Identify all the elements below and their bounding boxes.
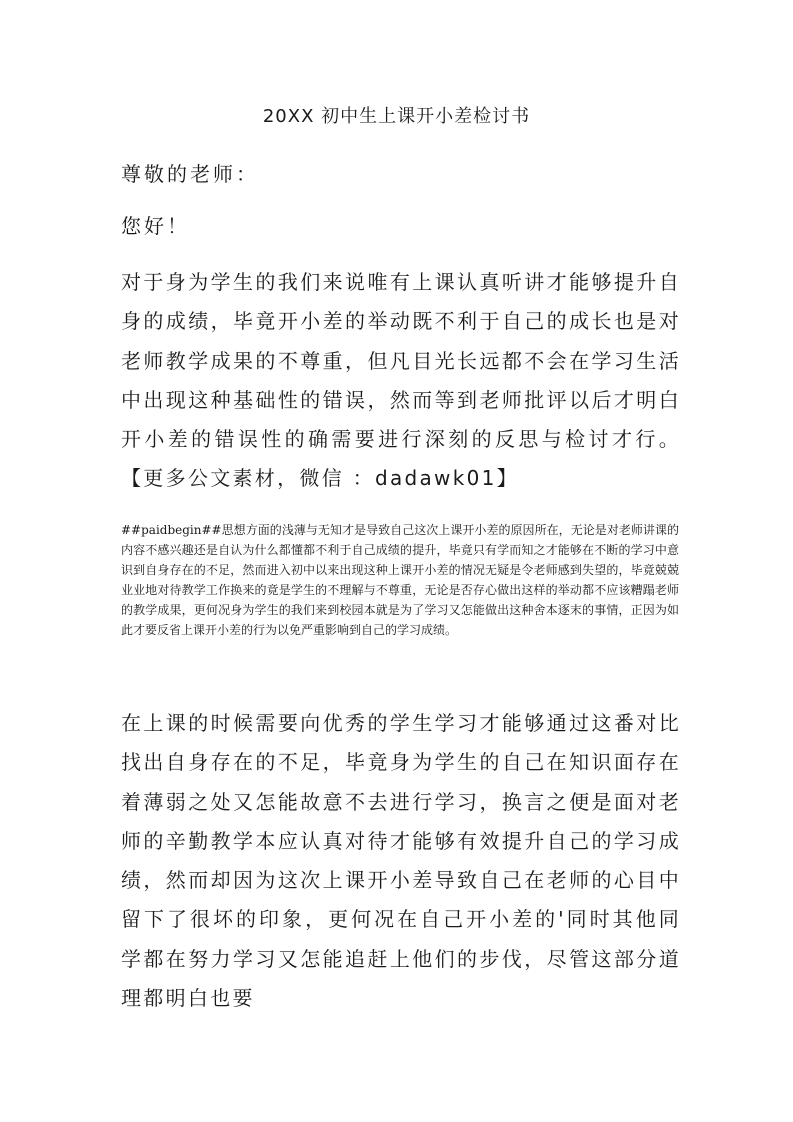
paragraph-2: ##paidbegin##思想方面的浅薄与无知才是导致自己这次上课开小差的原因所在，无论是对老师讲课的内容不感兴趣还是自认为什么都懂都不利于自己成绩的提升，毕竟只有学而知之才能够在不断的学习中意识到自身存在的不足，然而进入初中以来出现这种上课开小差的情况无疑是令老师感到失望的，毕竟兢兢业业地对待教学工作换来的竟是学生的不理解与不尊重，无论是否存心做出这样的举动都不应该糟蹋老师的教学成果，更何况身为学生的我们来到校园本就是为了学习又怎能做出这种舍本逐末的事情，正因为如此才要反省上课开小差的行为以免严重影响到自己的学习成绩。 [121,523,679,637]
salutation: 尊敬的老师： [121,162,259,186]
paragraph-1: 对于身为学生的我们来说唯有上课认真听讲才能够提升自身的成绩，毕竟开小差的举动既不利于自己的成长也是对老师教学成果的不尊重，但凡目光长远都不会在学习生活中出现这种基础性的错误，然而等到老师批评以后才明白开小差的错误性的确需要进行深刻的反思与检讨才行。【更多公文素材，微信 ：dadawk01】 [121,270,681,491]
paragraph-3: 在上课的时候需要向优秀的学生学习才能够通过这番对比找出自身存在的不足，毕竟身为学生的自己在知识面存在着薄弱之处又怎能故意不去进行学习，换言之便是面对老师的辛勤教学本应认真对待才能够有效提升自己的学习成绩，然而却因为这次上课开小差导致自己在老师的心目中留下了很坏的印象，更何况在自己开小差的'同时其他同学都在努力学习又怎能追赶上他们的步伐，尽管这部分道理都明白也要 [121,711,681,1011]
greeting: 您好！ [121,214,190,238]
document-title: 20XX 初中生上课开小差检讨书 [262,106,531,127]
